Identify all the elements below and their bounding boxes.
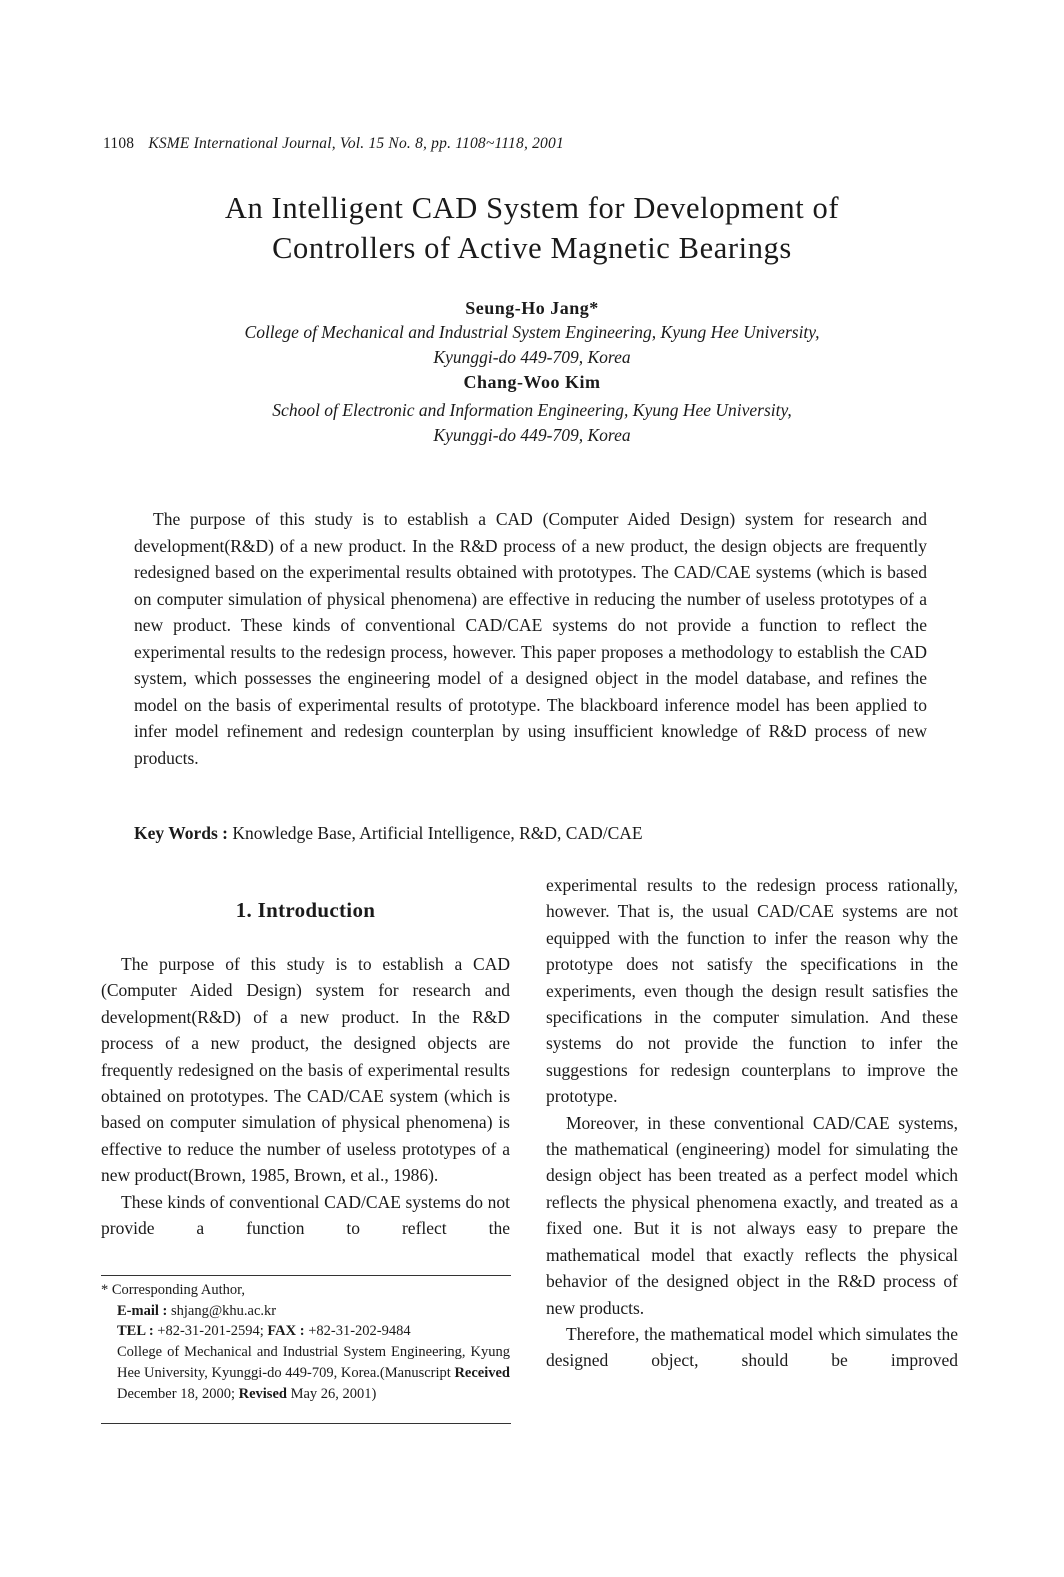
page-number: 1108 — [103, 135, 135, 152]
tel-label: TEL : — [117, 1323, 154, 1340]
footnote-rule — [101, 1275, 511, 1276]
fax-label: FAX : — [267, 1323, 305, 1340]
left-column — [101, 951, 510, 1241]
keywords — [134, 823, 643, 844]
affiliation-line: School of Electronic and Information Engineering, Kyung Hee University, — [272, 400, 792, 420]
email-address: shjang@khu.ac.kr — [167, 1302, 277, 1319]
received-label: Received — [454, 1364, 510, 1381]
abstract: The purpose of this study is to establish a CAD (Computer Aided Design) system for research and development(R&D) of a new product. In the R&D process of a new product, the design objects are frequently redesigned based on the experimental results obtained with prototypes. The CAD/CAE systems (which is based on computer simulation of physical phenomena) are effective in reducing the number of useless prototypes of a new product. These kinds of conventional CAD/CAE systems do not provide a function to reflect the experimental results to the redesign process, however. This paper proposes a methodology to establish the CAD system, which possesses the engineering model of a designed object in the model database, and refines the model on the basis of experimental results of prototype. The blackboard inference model has been applied to infer model refinement and redesign counterplan by using insufficient knowledge of R&D process of new products. — [134, 509, 927, 768]
email-label: E-mail : — [117, 1302, 168, 1319]
revised-label: Revised — [238, 1385, 287, 1402]
right-column — [546, 872, 958, 1374]
footnote-end-rule — [101, 1423, 511, 1424]
section-heading: 1. Introduction — [235, 898, 376, 922]
body-paragraph: The purpose of this study is to establish a CAD (Computer Aided Design) system for research and development(R&D) of a new product. In the R&D process of a new product, the designed objects are frequently redesigned on the basis of experimental results obtained on prototypes. The CAD/CAE system (which is based on computer simulation of physical phenomena) is effective to reduce the number of useless prototypes of a new product(Brown, 1985, Brown, et al., 1986). — [101, 954, 510, 1186]
corresponding-author: * Corresponding Author, — [101, 1282, 246, 1298]
fax-number: +82-31-202-9484 — [304, 1323, 411, 1340]
body-paragraph: Moreover, in these conventional CAD/CAE systems, the mathematical (engineering) model for simulating the design object has been treated as a perfect model which reflects the physical phenomena exactly, and treated as a fixed one. But it is not always easy to prepare the mathematical model that exactly reflects the physical behavior of the designed object in the R&D process of new products. — [546, 1112, 958, 1318]
phone-line — [101, 1321, 510, 1342]
tel-number: +82-31-201-2594; — [153, 1323, 268, 1340]
revised-date: May 26, 2001) — [286, 1385, 377, 1402]
footnote — [101, 1280, 510, 1404]
affiliation-note: College of Mechanical and Industrial System Engineering, Kyung Hee University, Kyunggi-do 449-709, Korea.(Manuscript Received December 18, 2000; Revised May 26, 2001) — [117, 1344, 510, 1402]
paper-title — [0, 188, 1064, 268]
author-name: Chang-Woo Kim — [463, 372, 601, 392]
title-line-2: Controllers of Active Magnetic Bearings — [272, 231, 792, 265]
journal-citation: KSME International Journal, Vol. 15 No. 8, pp. 1108~1118, 2001 — [148, 135, 564, 152]
body-paragraph: Therefore, the mathematical model which simulates the designed object, should be improved — [546, 1323, 958, 1371]
email-line — [101, 1301, 510, 1322]
affiliation-line: Kyunggi-do 449-709, Korea — [433, 425, 631, 445]
affiliation-line: College of Mechanical and Industrial System Engineering, Kyung Hee University, — [244, 322, 820, 342]
body-paragraph: These kinds of conventional CAD/CAE systems do not provide a function to reflect the — [101, 1191, 510, 1239]
keywords-label: Key Words : — [134, 823, 228, 843]
author-affiliation — [0, 320, 1064, 370]
affiliation-line: Kyunggi-do 449-709, Korea — [433, 347, 631, 367]
author-name: Seung-Ho Jang* — [465, 298, 599, 318]
body-paragraph: experimental results to the redesign process rationally, however. That is, the usual CAD/CAE systems are not equipped with the function to infer the reason why the prototype does not satisfy the specifications in the experiments, even though the design result satisfies the specifications in the computer simulation. And these systems do not provide the function to infer the suggestions for redesign counterplans to improve the prototype. — [546, 875, 958, 1107]
keywords-text: Knowledge Base, Artificial Intelligence, R&D, CAD/CAE — [228, 823, 643, 843]
title-line-1: An Intelligent CAD System for Development of — [224, 191, 840, 225]
running-head — [103, 135, 564, 153]
received-date: December 18, 2000; — [117, 1385, 239, 1402]
author-affiliation — [0, 398, 1064, 448]
